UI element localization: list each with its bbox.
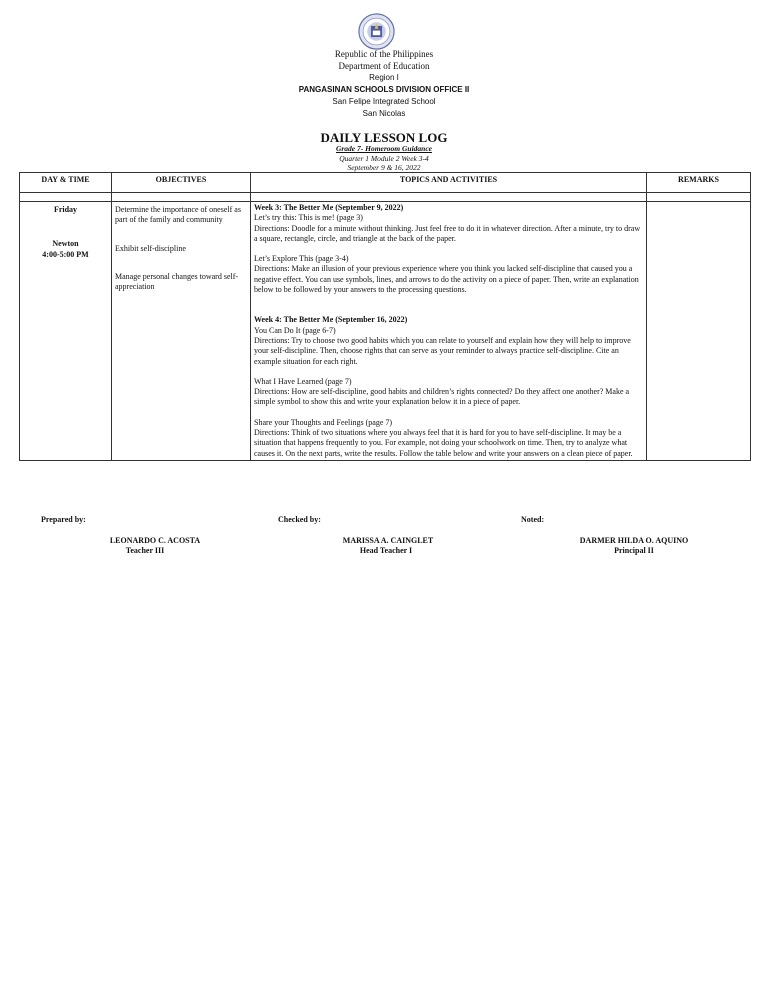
prepared-by-name: LEONARDO C. ACOSTA <box>109 536 201 545</box>
header-remarks: REMARKS <box>647 173 751 193</box>
checked-by-label: Checked by: <box>278 515 321 524</box>
activity-directions: Directions: Make an illusion of your previous experience where you think you lacked self-discipline that caused you a negative effect. You can use symbols, lines, and arrows to do the activity on a piece of paper. Then, write an explanation below to be followed by your answers to the processing questions. <box>254 264 639 295</box>
activity-title: What I Have Learned (page 7) <box>254 376 352 386</box>
header-line-region: Region I <box>369 73 399 82</box>
noted-by-position: Principal II <box>614 546 654 555</box>
activity-title: Share your Thoughts and Feelings (page 7) <box>254 417 393 427</box>
activity-directions: Directions: Try to choose two good habits which you can relate to yourself and explain how they will help to improve your self-discipline. Then, choose rights that can serve as your reminder to always practice self-discipline. Cite an example situation for each right. <box>254 335 631 366</box>
activity-directions: Directions: How are self-discipline, good habits and children’s rights connected? Do they affect one another? Make a simple symbol to show this and write your explanation below it in a piece of paper. <box>254 387 630 407</box>
header-line-division: PANGASINAN SCHOOLS DIVISION OFFICE II <box>298 85 470 94</box>
spacer-row <box>20 193 751 202</box>
prepared-by-position: Teacher III <box>125 546 165 555</box>
objectives-cell <box>112 202 251 461</box>
lesson-log-table <box>19 172 751 461</box>
document-title: DAILY LESSON LOG <box>320 130 448 145</box>
objective-item: Manage personal changes toward self-appreciation <box>115 271 239 292</box>
activity-directions: Directions: Doodle for a minute without thinking. Just feel free to do it in whatever direction. After a minute, try to draw a square, rectangle, circle, and triangle at the back of the paper. <box>254 223 641 243</box>
header-day-time: DAY & TIME <box>20 173 112 193</box>
noted-label: Noted: <box>521 515 545 524</box>
week3-title: Week 3: The Better Me (September 9, 2022) <box>254 203 404 212</box>
day-label: Friday <box>53 205 78 214</box>
activity-title: Let’s try this: This is me! (page 3) <box>254 213 363 223</box>
header-line-republic: Republic of the Philippines <box>334 49 434 59</box>
week4-title: Week 4: The Better Me (September 16, 2022) <box>254 315 408 325</box>
activity-title: You Can Do It (page 6-7) <box>254 325 336 335</box>
checked-by-position: Head Teacher I <box>359 546 413 555</box>
section-label: Newton <box>52 239 79 249</box>
objective-item: Determine the importance of oneself as part of the family and community <box>115 205 241 225</box>
table-header-row <box>20 173 751 193</box>
activity-directions: Directions: Think of two situations where you always feel that it is hard for you to have self-discipline. It may be a situation that happens frequently to you. For example, not doing your schoolwork on time. Then, try to analyze what causes it. On the next parts, write the results. Follow the table below and write your answers on a clean piece of paper. <box>254 428 633 458</box>
letterhead <box>0 48 768 120</box>
subtitle-quarter: Quarter 1 Module 2 Week 3-4 <box>339 154 429 163</box>
remarks-cell <box>647 202 751 461</box>
time-label: 4:00-5:00 PM <box>42 249 89 259</box>
subtitle-dates: September 9 & 16, 2022 <box>347 163 421 172</box>
activity-title: Let’s Explore This (page 3-4) <box>254 254 349 264</box>
header-line-municipality: San Nicolas <box>362 109 406 118</box>
objective-item: Exhibit self-discipline <box>115 243 186 253</box>
deped-seal-logo <box>358 13 395 50</box>
header-objectives: OBJECTIVES <box>112 173 251 193</box>
table-row <box>20 202 751 461</box>
checked-by-name: MARISSA A. CAINGLET <box>342 536 434 545</box>
noted-by-name: DARMER HILDA O. AQUINO <box>579 536 689 545</box>
header-topics: TOPICS AND ACTIVITIES <box>251 173 647 193</box>
topics-cell <box>251 202 647 461</box>
day-time-cell <box>20 202 112 461</box>
header-line-department: Department of Education <box>338 61 430 71</box>
header-line-school: San Felipe Integrated School <box>332 97 436 106</box>
prepared-by-label: Prepared by: <box>41 515 86 524</box>
subtitle-grade: Grade 7- Homeroom Guidance <box>335 144 433 153</box>
